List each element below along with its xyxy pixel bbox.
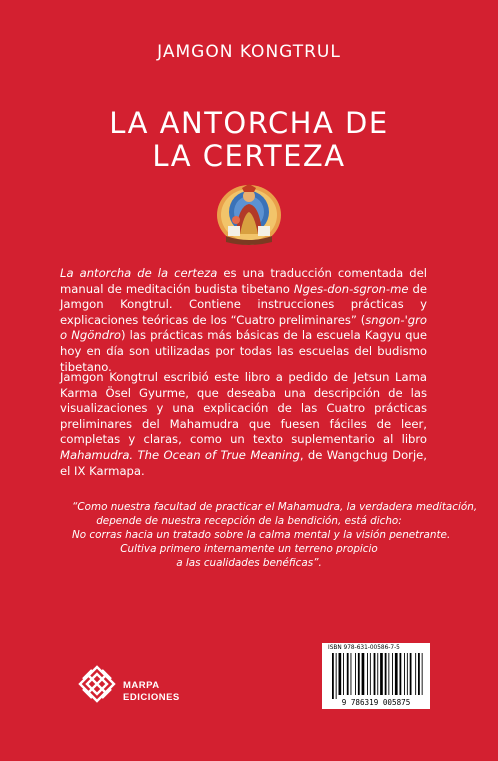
author-name: JAMGON KONGTRUL [157,42,341,62]
barcode-bar [336,653,337,699]
barcode-bar [332,653,334,699]
description-paragraph-2: Jamgon Kongtrul escribió este libro a pedido de Jetsun Lama Karma Ösel Gyurme, que deseaba una descripción de las visualizaciones y una explicación de las Cuatro prácticas preliminares del Mahamudra que fuesen fáciles de leer, completas y claras, como un texto suplementario al libro Mahamudra. The Ocean of True Meaning, de Wangchug Dorje, el IX Karmapa. [60,370,427,478]
isbn-barcode [322,643,430,709]
book-title [0,107,498,173]
quote-line: “Como nuestra facultad de practicar el Mahamudra, la verdadera meditación, [72,501,478,513]
barcode-bar [400,653,402,695]
barcode-bar [410,653,412,695]
pull-quote [72,500,478,570]
barcode-bar [367,653,368,695]
barcode-bar [395,653,398,695]
barcode-bar [380,653,383,695]
quote-line: a las cualidades benéficas”. [176,557,322,569]
barcode-bar [377,653,378,695]
barcode-bar [355,653,356,695]
barcode-bar [347,653,349,695]
barcode-bar [388,653,389,695]
barcode-bar [343,653,344,695]
book-title-reference: La antorcha de la certeza [60,266,218,280]
barcode-digits: 9 786319 005875 [341,698,411,707]
description-paragraph-1: La antorcha de la certeza es una traducción comentada del manual de meditación budista tibetano Nges-don-sgron-me de Jamgon Kongtrul. Contiene instrucciones prácticas y explicaciones teóricas de los “Cuatro preliminares” (sngon-'gro o Ngöndro) las prácticas más básicas de la escuela Kagyu que hoy en día son utilizadas por todas las escuelas del budismo tibetano. [60,266,428,374]
barcode-bar [339,653,342,695]
thangka-image [216,184,282,246]
publisher-name: MARPA EDICIONES [123,680,180,703]
barcode-bar [362,653,365,695]
barcode-bars [326,653,426,707]
barcode-bar [418,653,420,695]
barcode-bar [404,653,405,695]
barcode-bar [370,653,371,695]
barcode-bar [374,653,376,695]
barcode-bar [415,653,416,695]
isbn-number: ISBN 978-631-00586-7-5 [328,645,400,651]
barcode-bar [351,653,352,695]
barcode-bar [422,653,423,695]
title-line-1: LA ANTORCHA DE [109,106,389,140]
barcode-bar [392,653,393,695]
title-line-2: LA CERTEZA [152,139,346,173]
quote-line: No corras hacia un tratado sobre la calma mental y la visión penetrante. [72,529,451,541]
quote-line: Cultiva primero internamente un terreno propicio [120,543,378,555]
endless-knot-icon [77,664,117,704]
barcode-bar [407,653,408,695]
barcode-bar [358,653,360,695]
quote-line: depende de nuestra recepción de la bendición, está dicho: [96,515,402,527]
barcode-bar [385,653,387,695]
